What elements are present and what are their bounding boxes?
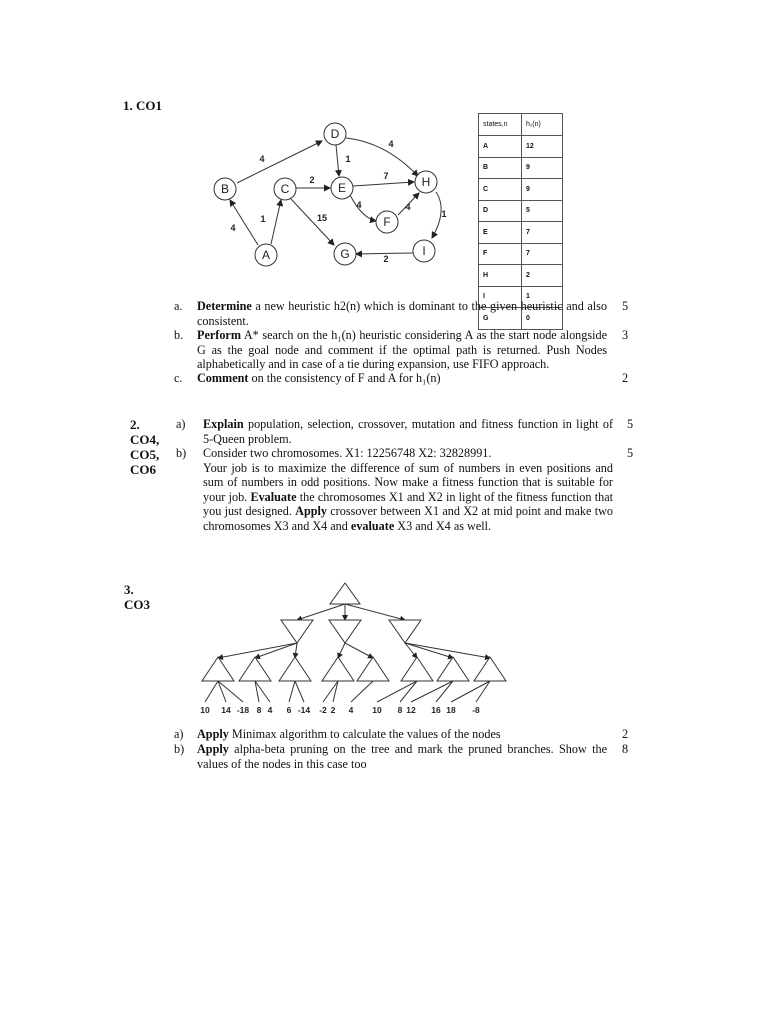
q1b-marks: 3 — [622, 328, 629, 342]
edge-d-e — [336, 145, 339, 176]
tree-leaf-value: -14 — [297, 705, 311, 715]
node-label-h: H — [421, 175, 431, 189]
q3a-label: a) — [174, 727, 184, 741]
tree-leaf-value: 4 — [267, 705, 273, 715]
q1c-label: c. — [174, 371, 183, 385]
tree-leaf-value: 18 — [446, 705, 456, 715]
node-label-c: C — [280, 182, 290, 196]
table-header-h1: h₁(n) — [522, 114, 563, 136]
tree-node-max-4 — [322, 657, 354, 681]
tree-leaf-value: 16 — [431, 705, 441, 715]
table-row: B 9 — [479, 157, 563, 179]
edge-e-h — [353, 182, 414, 186]
table-header-states: states,n — [479, 114, 522, 136]
question-1-header: 1. CO1 — [123, 98, 162, 113]
node-label-b: B — [220, 182, 230, 196]
q2a-label: a) — [176, 417, 186, 431]
weight-a-c: 1 — [260, 214, 266, 224]
tree-node-min-3 — [389, 620, 421, 643]
q2a-text: Explain population, selection, crossover, mutation and fitness function in light of 5-Queen problem. — [203, 417, 613, 446]
q3a-text: Apply Minimax algorithm to calculate the values of the nodes — [197, 727, 501, 741]
q2b-marks: 5 — [627, 446, 634, 460]
q3b-label: b) — [174, 742, 185, 756]
weight-e-f: 4 — [356, 200, 362, 210]
table-row: A 12 — [479, 136, 563, 158]
weight-c-g: 15 — [316, 213, 328, 223]
q1a-label: a. — [174, 299, 183, 313]
minimax-tree-diagram — [195, 578, 525, 718]
tree-leaf-value: 8 — [397, 705, 403, 715]
tree-node-max-2 — [239, 657, 271, 681]
tree-leaf-value: -8 — [472, 705, 480, 715]
q3a-marks: 2 — [622, 727, 629, 741]
tree-leaf-value: 12 — [406, 705, 416, 715]
tree-node-max-5 — [357, 657, 389, 681]
heuristic-table — [478, 113, 563, 330]
weight-c-e: 2 — [309, 175, 315, 185]
table-row: I 1 — [479, 286, 563, 308]
weight-h-i: 1 — [441, 209, 447, 219]
tree-node-max-1 — [202, 657, 234, 681]
weight-a-b: 4 — [230, 223, 236, 233]
weight-i-g: 2 — [383, 254, 389, 264]
q1b-label: b. — [174, 328, 184, 342]
q1a-text: Determine a new heuristic h2(n) which is dominant to the given heuristic and also consistent. — [197, 299, 607, 328]
tree-leaf-value: 8 — [256, 705, 262, 715]
tree-leaf-value: -18 — [236, 705, 250, 715]
q2a-marks: 5 — [627, 417, 634, 431]
weight-b-d: 4 — [259, 154, 265, 164]
weight-f-h: 4 — [405, 202, 411, 212]
q2b-label: b) — [176, 446, 187, 460]
tree-node-max-3 — [279, 657, 311, 681]
tree-node-max-8 — [474, 657, 506, 681]
edge-d-h — [346, 138, 418, 176]
search-graph-diagram — [200, 118, 460, 270]
tree-node-max-6 — [401, 657, 433, 681]
node-label-f: F — [383, 215, 391, 229]
q1b-text: Perform A* search on the h₁(n) heuristic considering A as the start node alongside G as the goal node and comment if the optimal path is returned. Push Nodes alphabetically and in case of a tie during expansion, use FIFO approach. — [197, 328, 607, 371]
tree-node-max-7 — [437, 657, 469, 681]
q3b-text: Apply alpha-beta pruning on the tree and mark the pruned branches. Show the values of the nodes in this case too — [197, 742, 607, 771]
tree-leaf-value: 10 — [200, 705, 210, 715]
node-label-a: A — [261, 248, 271, 262]
table-row: F 7 — [479, 243, 563, 265]
q1c-text: Comment on the consistency of F and A for h₁(n) — [197, 371, 441, 385]
node-label-e: E — [337, 181, 347, 195]
tree-leaf-value: 4 — [348, 705, 354, 715]
q1c-marks: 2 — [622, 371, 629, 385]
tree-leaf-value: 10 — [372, 705, 382, 715]
q3b-marks: 8 — [622, 742, 629, 756]
edge-e-f — [350, 195, 376, 221]
weight-d-h: 4 — [388, 139, 394, 149]
tree-leaf-value: -2 — [319, 705, 327, 715]
table-row: E 7 — [479, 222, 563, 244]
tree-node-min-1 — [281, 620, 313, 643]
tree-leaf-value: 2 — [330, 705, 336, 715]
tree-leaf-value: 14 — [221, 705, 231, 715]
question-2-header: 2. CO4, CO5, CO6 — [130, 417, 160, 477]
weight-d-e: 1 — [345, 154, 351, 164]
tree-leaf-value: 6 — [286, 705, 292, 715]
q2b-text: Consider two chromosomes. X1: 12256748 X2: 32828991. Your job is to maximize the difference of sum of numbers in even positions and sum of numbers in odd positions. Now make a fitness function that is suitable for your job. Evaluate the chromosomes X1 and X2 in light of the fitness function that you just designed. Apply crossover between X1 and X2 at mid point and make two chromosomes X3 and X4 and evaluate X3 and X4 as well. — [203, 446, 613, 533]
node-label-d: D — [330, 127, 340, 141]
tree-node-root — [330, 583, 360, 604]
edge-a-c — [271, 200, 281, 244]
edge-h-i — [432, 192, 441, 238]
node-label-i: I — [422, 244, 426, 258]
table-row: C 9 — [479, 179, 563, 201]
weight-e-h: 7 — [383, 171, 389, 181]
tree-node-min-2 — [329, 620, 361, 643]
edge-c-g — [291, 199, 334, 245]
table-row: H 2 — [479, 265, 563, 287]
node-label-g: G — [340, 247, 350, 261]
table-row: D 5 — [479, 200, 563, 222]
q1a-marks: 5 — [622, 299, 629, 313]
question-3-header: 3. CO3 — [124, 582, 150, 612]
table-row: G 0 — [479, 308, 563, 330]
